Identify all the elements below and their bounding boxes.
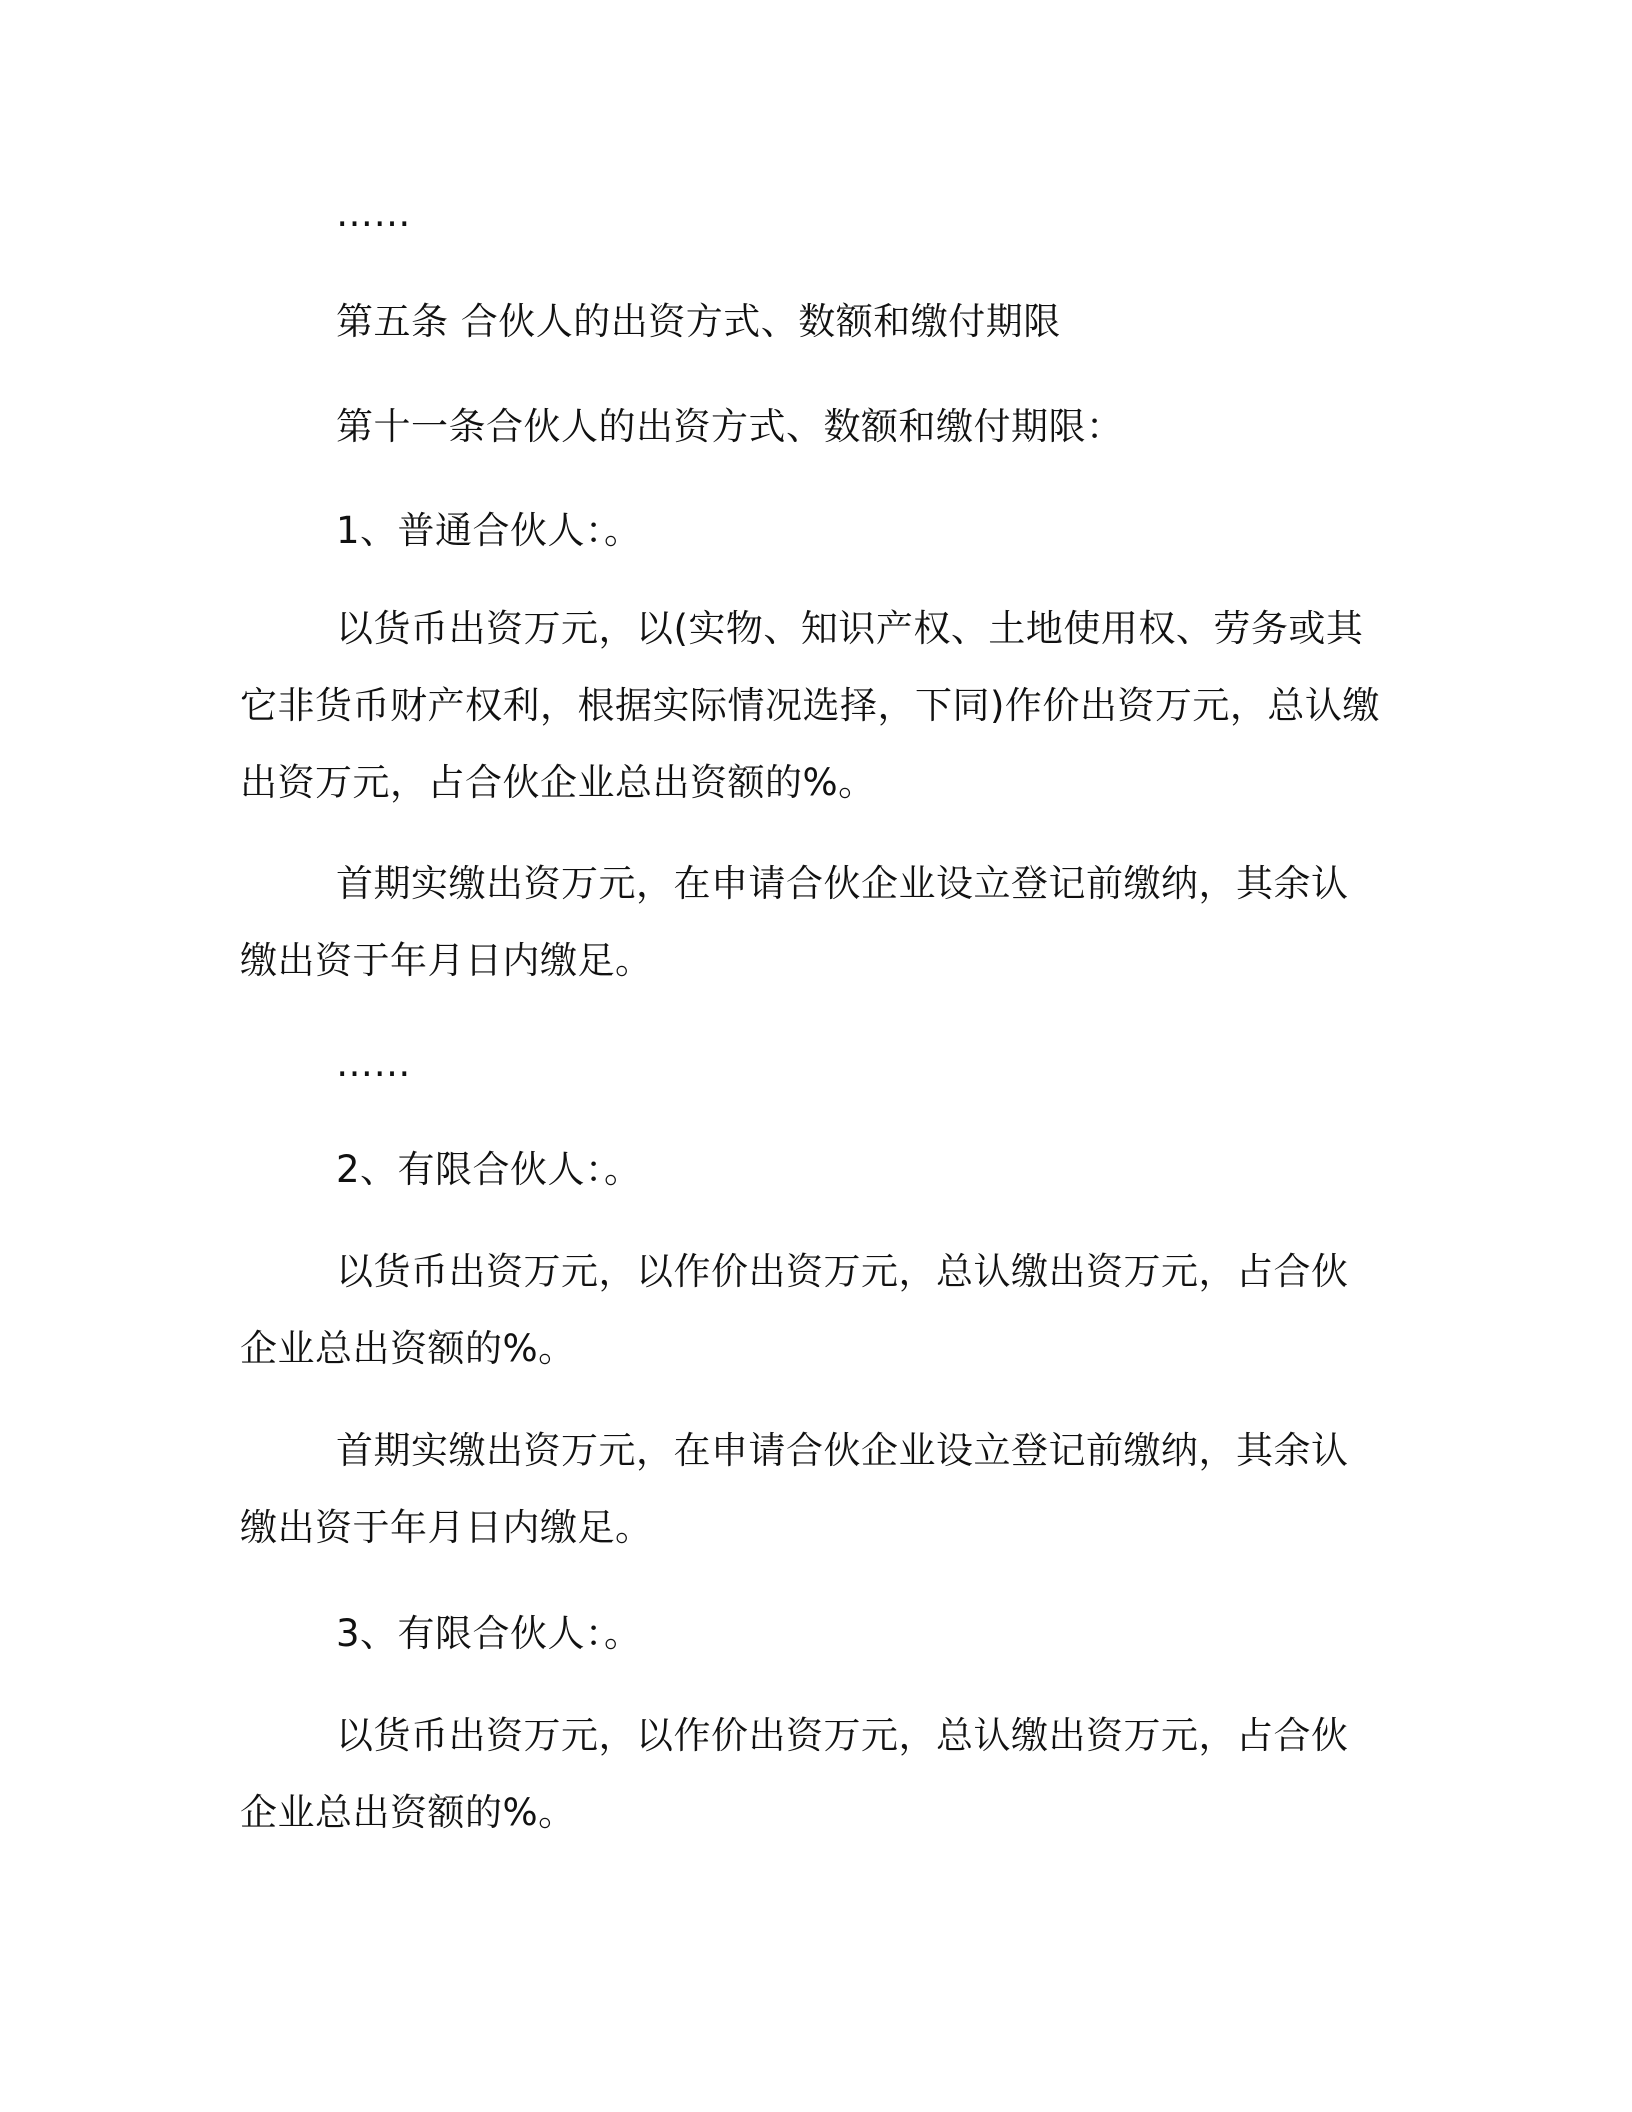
partner-heading: 2、有限合伙人：。 [336,1148,642,1191]
ellipsis-line: …… [336,1042,411,1085]
body-paragraph: 以货币出资万元，以作价出资万元，总认缴出资万元，占合伙企业总出资额的%。 [240,1250,1349,1370]
article-heading: 第五条 合伙人的出资方式、数额和缴付期限 [336,300,1061,343]
partner-heading: 1、普通合伙人：。 [336,509,642,552]
body-paragraph: 以货币出资万元，以作价出资万元，总认缴出资万元，占合伙企业总出资额的%。 [240,1714,1349,1834]
body-paragraph: 首期实缴出资万元，在申请合伙企业设立登记前缴纳，其余认缴出资于年月日内缴足。 [240,1429,1349,1549]
partner-heading: 3、有限合伙人：。 [336,1612,642,1655]
body-paragraph: 首期实缴出资万元，在申请合伙企业设立登记前缴纳，其余认缴出资于年月日内缴足。 [240,862,1349,982]
ellipsis-line: …… [336,192,411,235]
article-heading: 第十一条合伙人的出资方式、数额和缴付期限： [336,405,1124,448]
body-paragraph: 以货币出资万元，以(实物、知识产权、土地使用权、劳务或其它非货币财产权利，根据实际情况选择，下同)作价出资万元，总认缴出资万元，占合伙企业总出资额的%。 [240,607,1380,804]
